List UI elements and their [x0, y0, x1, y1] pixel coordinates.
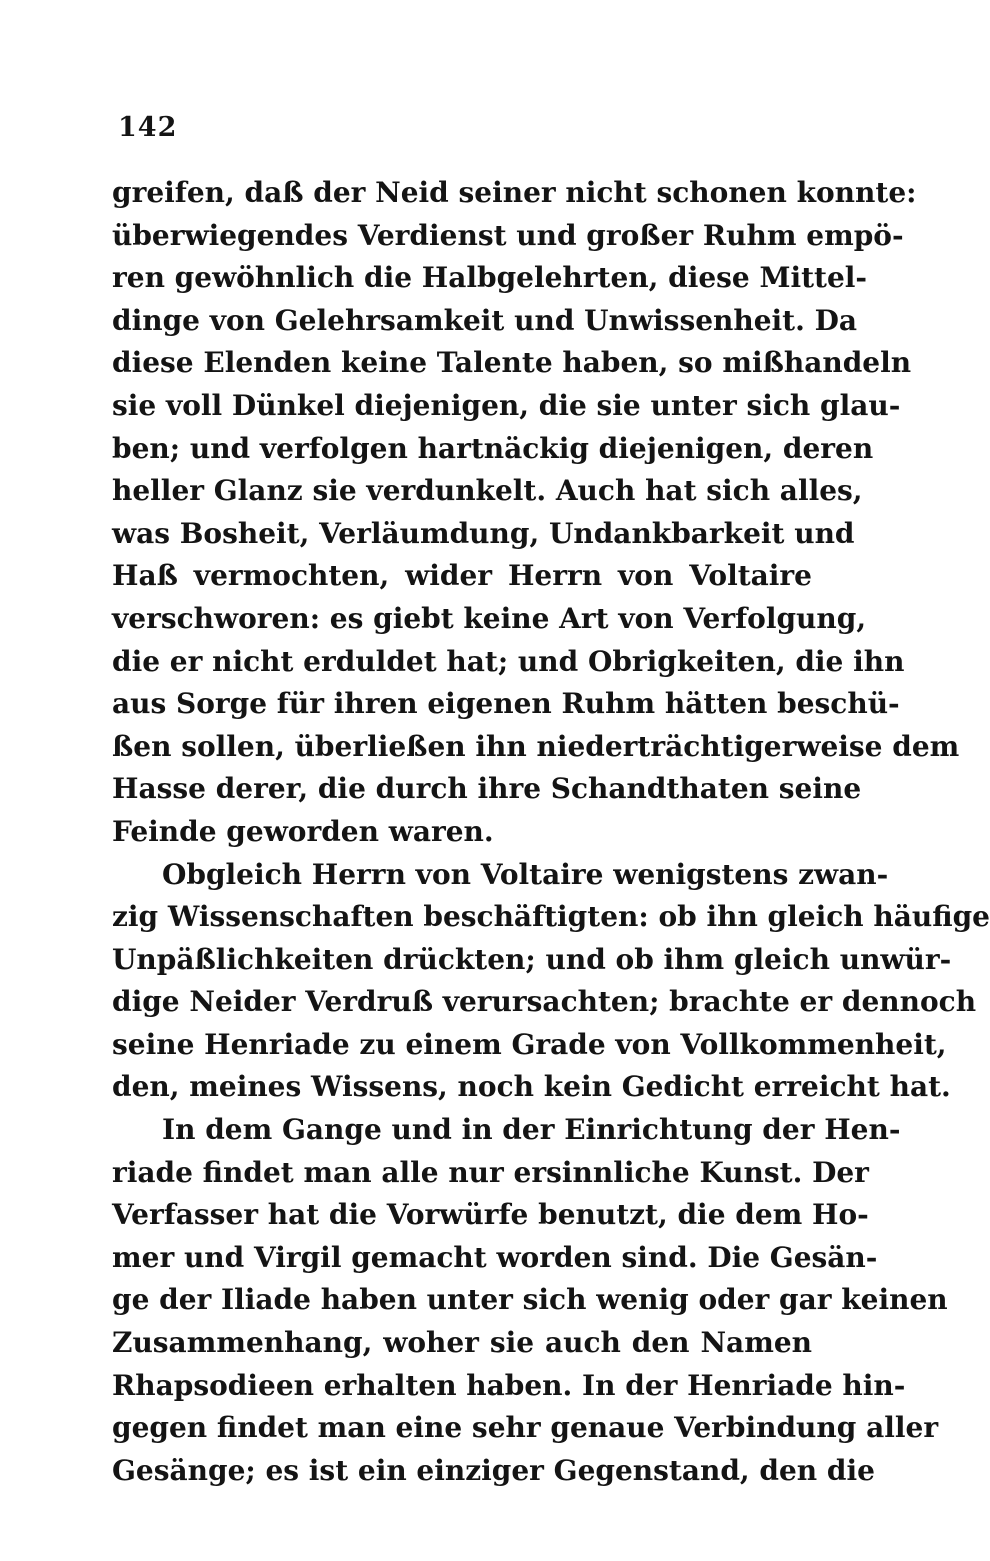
text-line: dige Neider Verdruß verursachten; brachte er dennoch: [112, 985, 977, 1019]
body-text: [112, 172, 990, 1492]
text-line: ben; und verfolgen hartnäckig diejenigen, deren: [112, 431, 874, 465]
text-line: Hasse derer, die durch ihre Schandthaten seine: [112, 772, 862, 806]
text-line: riade findet man alle nur ersinnliche Kunst. Der: [112, 1155, 869, 1189]
text-line: heller Glanz sie verdunkelt. Auch hat sich alles,: [112, 474, 863, 508]
text-line: die er nicht erduldet hat; und Obrigkeiten, die ihn: [112, 644, 905, 678]
text-line: Gesänge; es ist ein einziger Gegenstand, den die: [112, 1453, 875, 1487]
text-line: ge der Iliade haben unter sich wenig oder gar keinen: [112, 1283, 948, 1317]
page-number: 142: [118, 112, 178, 143]
text-line: aus Sorge für ihren eigenen Ruhm hätten beschü-: [112, 687, 900, 721]
text-line: Rhapsodieen erhalten haben. In der Henriade hin-: [112, 1368, 906, 1402]
text-line: Haß vermochten, wider Herrn von Voltaire: [112, 559, 812, 593]
text-line: den, meines Wissens, noch kein Gedicht erreicht hat.: [112, 1070, 951, 1104]
text-line: Verfasser hat die Vorwürfe benutzt, die dem Ho-: [112, 1198, 869, 1232]
text-line: gegen findet man eine sehr genaue Verbindung aller: [112, 1411, 939, 1445]
text-line: ren gewöhnlich die Halbgelehrten, diese Mittel-: [112, 261, 868, 295]
text-line: sie voll Dünkel diejenigen, die sie unter sich glau-: [112, 388, 901, 422]
text-line: In dem Gange und in der Einrichtung der Hen-: [162, 1113, 901, 1147]
text-line: überwiegendes Verdienst und großer Ruhm empö-: [112, 218, 904, 252]
text-line: was Bosheit, Verläumdung, Undankbarkeit und: [112, 516, 855, 550]
text-line: greifen, daß der Neid seiner nicht schonen konnte:: [112, 176, 917, 209]
paragraph-1: [112, 172, 960, 854]
text-line: Zusammenhang, woher sie auch den Namen: [112, 1326, 812, 1360]
text-line: mer und Virgil gemacht worden sind. Die Gesän-: [112, 1240, 878, 1274]
text-line: zig Wissenschaften beschäftigten: ob ihn gleich häufige: [112, 900, 990, 934]
text-line: ßen sollen, überließen ihn niederträchtigerweise dem: [112, 729, 960, 763]
text-line: dinge von Gelehrsamkeit und Unwissenheit. Da: [112, 303, 858, 337]
text-line: verschworen: es giebt keine Art von Verfolgung,: [112, 601, 867, 635]
text-line: Feinde geworden waren.: [112, 814, 494, 848]
text-line: Unpäßlichkeiten drückten; und ob ihm gleich unwür-: [112, 942, 952, 976]
text-line: Obgleich Herrn von Voltaire wenigstens zwan-: [162, 857, 889, 891]
text-line: diese Elenden keine Talente haben, so mißhandeln: [112, 346, 912, 380]
paragraph-2: [112, 854, 990, 1110]
text-line: seine Henriade zu einem Grade von Vollkommenheit,: [112, 1027, 947, 1061]
paragraph-3: [112, 1109, 948, 1492]
